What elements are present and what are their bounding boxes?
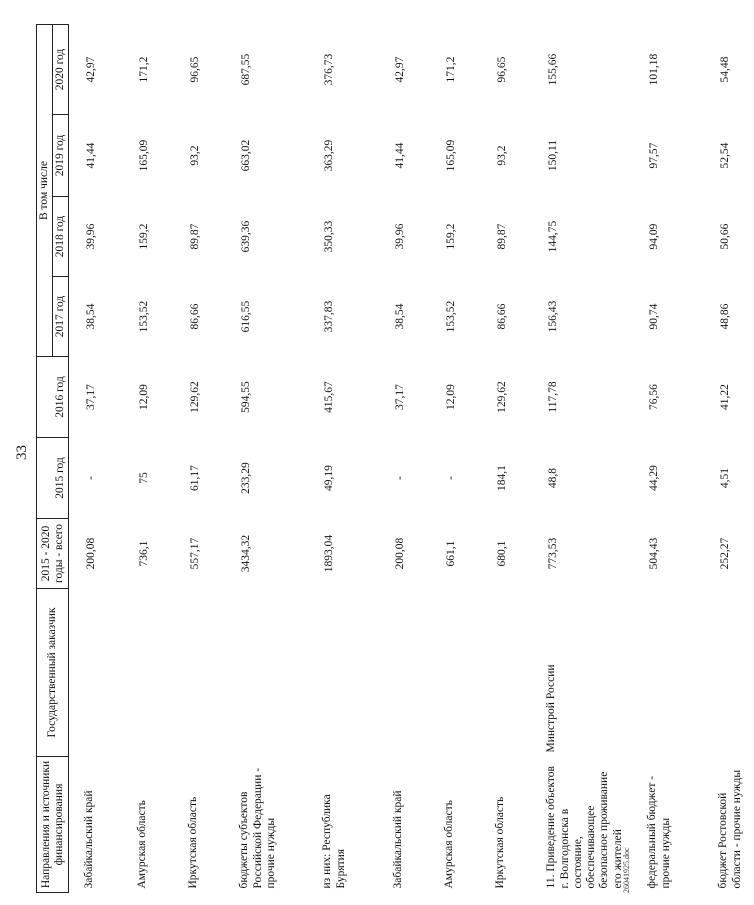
- row-2018: 94,09: [648, 223, 661, 250]
- row-name: из них: Республика Бурятия: [321, 794, 347, 889]
- row-customer: [480, 589, 531, 757]
- row-2019: 41,44: [85, 142, 98, 169]
- header-total: 2015 - 2020 годы - всего: [37, 519, 69, 589]
- row-name: бюджеты субъектов Российской Федерации - прочие нужды: [238, 767, 277, 889]
- document-filename: 26041925.doc: [622, 847, 631, 893]
- header-year-2017: 2017 год: [53, 277, 69, 357]
- row-2015: 48,8: [547, 467, 560, 489]
- row-total: 557,17: [189, 537, 202, 570]
- row-total: 680,1: [496, 540, 509, 567]
- row-2020: 376,73: [323, 53, 336, 86]
- row-2015: 44,29: [648, 465, 661, 491]
- header-customer: Государственный заказчик: [37, 589, 69, 757]
- table-row: [703, 25, 754, 893]
- row-2017: 86,66: [496, 303, 509, 330]
- table-row: [632, 25, 703, 893]
- row-name: Амурская область: [443, 800, 456, 889]
- row-2017: 48,86: [719, 303, 732, 330]
- row-name: 11. Приведение объектов г. Волгодонска в состояние, обеспечивающее безопасное проживание его жителей: [545, 766, 624, 889]
- row-2018: 159,2: [445, 223, 458, 250]
- row-2019: 150,11: [547, 139, 560, 172]
- table-row: [122, 25, 173, 893]
- row-2017: 38,54: [85, 303, 98, 330]
- row-customer: [378, 589, 429, 757]
- row-2016: 41,22: [719, 384, 732, 410]
- header-direction: Направления и источники финансирования: [37, 757, 69, 893]
- header-year-2020: 2020 год: [53, 25, 69, 115]
- table-header: [37, 25, 69, 893]
- table-row: [69, 25, 123, 893]
- row-2019: 93,2: [189, 145, 202, 166]
- row-customer: [69, 589, 123, 757]
- row-2019: 363,29: [323, 139, 336, 172]
- row-customer: [173, 589, 224, 757]
- row-name: Амурская область: [136, 800, 149, 889]
- row-total: 252,27: [719, 537, 732, 570]
- row-customer: [307, 589, 378, 757]
- table-row: [429, 25, 480, 893]
- row-name: Иркутская область: [187, 796, 200, 889]
- row-2015: 4,51: [719, 467, 732, 489]
- row-name: Иркутская область: [494, 796, 507, 889]
- row-total: 3434,32: [240, 534, 253, 573]
- row-2015: 61,17: [189, 465, 202, 491]
- row-2016: 117,78: [547, 381, 560, 413]
- row-total: 200,08: [85, 537, 98, 570]
- row-total: 200,08: [394, 537, 407, 570]
- row-2018: 50,66: [719, 223, 732, 250]
- table-row: [480, 25, 531, 893]
- row-2016: 129,62: [496, 381, 509, 413]
- table-row: [531, 25, 632, 893]
- row-2018: 144,75: [547, 220, 560, 253]
- row-2016: 129,62: [189, 381, 202, 413]
- row-customer: [224, 589, 307, 757]
- row-2018: 639,36: [240, 220, 253, 253]
- row-name: Забайкальский край: [392, 790, 405, 889]
- budget-table: [36, 24, 754, 893]
- row-2020: 171,2: [138, 56, 151, 83]
- row-2020: 42,97: [85, 56, 98, 83]
- row-2020: 101,18: [648, 53, 661, 86]
- row-2018: 39,96: [394, 223, 407, 250]
- row-name: Забайкальский край: [83, 790, 96, 889]
- row-total: 661,1: [445, 540, 458, 567]
- header-year-2016: 2016 год: [37, 357, 69, 438]
- row-2015: 184,1: [496, 465, 509, 491]
- row-total: 736,1: [138, 540, 151, 567]
- row-2018: 89,87: [189, 223, 202, 250]
- row-name: бюджет Ростовской области - прочие нужды: [717, 769, 743, 889]
- row-total: 1893,04: [323, 534, 336, 573]
- row-total: 504,43: [648, 537, 661, 570]
- row-customer: [632, 589, 703, 757]
- header-year-2015: 2015 год: [37, 438, 69, 519]
- row-2016: 594,55: [240, 381, 253, 413]
- row-2020: 42,97: [394, 56, 407, 83]
- row-2016: 37,17: [85, 384, 98, 410]
- row-2016: 12,09: [138, 384, 151, 410]
- row-customer: [703, 589, 754, 757]
- row-2017: 86,66: [189, 303, 202, 330]
- row-2017: 153,52: [138, 300, 151, 333]
- row-2020: 54,48: [719, 56, 732, 83]
- row-2017: 153,52: [445, 300, 458, 333]
- row-2015: -: [394, 476, 407, 480]
- row-2020: 96,65: [189, 56, 202, 83]
- row-2017: 90,74: [648, 303, 661, 330]
- table-row: [378, 25, 429, 893]
- row-2020: 171,2: [445, 56, 458, 83]
- row-2015: -: [445, 476, 458, 480]
- row-2020: 687,55: [240, 53, 253, 86]
- row-customer: [122, 589, 173, 757]
- row-total: 773,53: [547, 537, 560, 570]
- page-number: 33: [14, 445, 30, 460]
- row-customer: Минстрой России: [545, 664, 558, 753]
- row-2019: 165,09: [445, 139, 458, 172]
- row-2019: 663,02: [240, 139, 253, 172]
- row-2018: 159,2: [138, 223, 151, 250]
- header-year-2019: 2019 год: [53, 115, 69, 197]
- header-year-2018: 2018 год: [53, 197, 69, 277]
- row-2017: 156,43: [547, 300, 560, 333]
- row-name: федеральный бюджет - прочие нужды: [646, 775, 672, 889]
- table-row: [173, 25, 224, 893]
- row-2018: 89,87: [496, 223, 509, 250]
- row-customer: [429, 589, 480, 757]
- row-2017: 616,55: [240, 300, 253, 333]
- row-2016: 12,09: [445, 384, 458, 410]
- row-2015: 49,19: [323, 465, 336, 491]
- row-2019: 93,2: [496, 145, 509, 166]
- header-including: В том числе: [37, 25, 53, 357]
- row-2016: 415,67: [323, 381, 336, 413]
- row-2018: 39,96: [85, 223, 98, 250]
- table-row: [307, 25, 378, 893]
- row-2018: 350,33: [323, 220, 336, 253]
- row-2015: 75: [138, 472, 151, 484]
- row-2015: -: [85, 476, 98, 480]
- row-2017: 38,54: [394, 303, 407, 330]
- row-2020: 155,66: [547, 53, 560, 86]
- row-2017: 337,83: [323, 300, 336, 333]
- row-2019: 52,54: [719, 142, 732, 169]
- row-2019: 41,44: [394, 142, 407, 169]
- row-2016: 37,17: [394, 384, 407, 410]
- row-2019: 165,09: [138, 139, 151, 172]
- row-2015: 233,29: [240, 462, 253, 494]
- row-2016: 76,56: [648, 384, 661, 410]
- row-2019: 97,57: [648, 142, 661, 169]
- table-row: [224, 25, 307, 893]
- row-2020: 96,65: [496, 56, 509, 83]
